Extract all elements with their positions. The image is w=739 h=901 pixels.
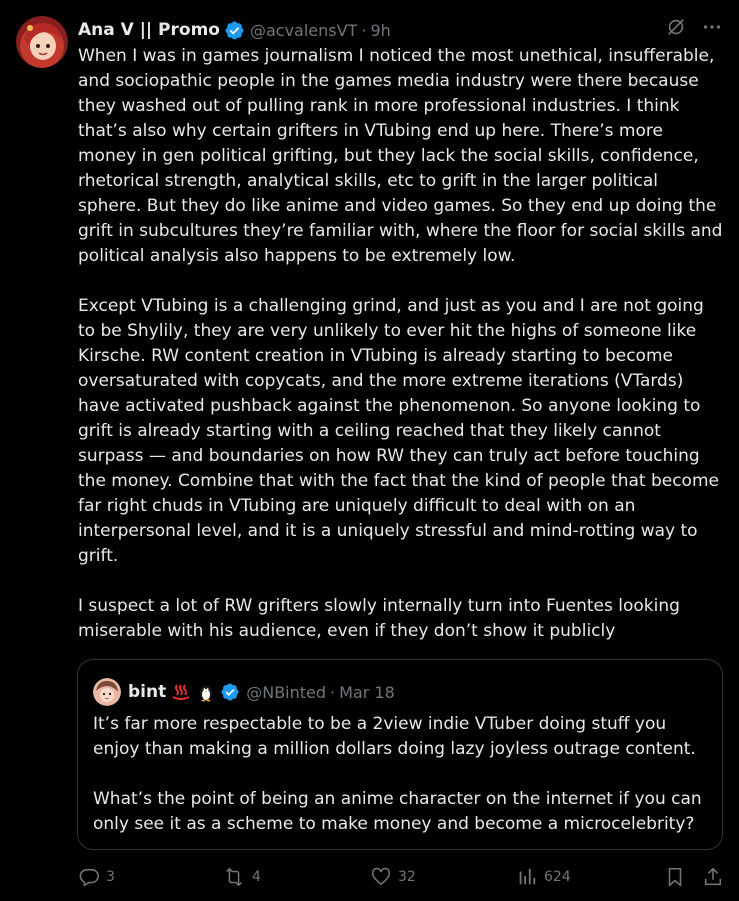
share-button[interactable] — [702, 866, 724, 888]
repost-icon — [222, 866, 246, 888]
repost-button[interactable] — [222, 866, 261, 888]
verified-badge-icon[interactable] — [224, 20, 245, 41]
tweet-header — [78, 18, 391, 42]
share-icon — [702, 866, 724, 888]
repost-count: 4 — [252, 869, 261, 885]
like-icon — [370, 866, 392, 888]
tweet-top-actions — [665, 16, 723, 38]
penguin-emoji-icon — [196, 682, 216, 702]
grok-icon[interactable] — [665, 16, 687, 38]
like-count: 32 — [398, 869, 416, 885]
quoted-author-display-name[interactable]: bint — [128, 682, 167, 702]
tweet-body — [78, 44, 726, 644]
quoted-tweet-paragraph: It’s far more respectable to be a 2view indie VTuber doing stuff you enjoy than making a million dollars doing lazy joyless outrage content. — [93, 714, 696, 759]
quoted-tweet-timestamp[interactable]: Mar 18 — [339, 682, 395, 702]
views-icon — [516, 866, 538, 888]
tweet-paragraph: Except VTubing is a challenging grind, and just as you and I are not going to be Shylily, they are very unlikely to ever hit the highs of someone like Kirsche. RW content creation in VTubing is already starting to become oversaturated with copycats, and the more extreme iterations (VTards) have activated pushback against the phenomenon. So anyone looking to grift is already starting with a ceiling reached that they likely cannot surpass — and boundaries on how RW they can truly act before touching the money. Combine that with the fact that the kind of people that become far right chuds in VTubing are uniquely difficult to deal with on an interpersonal level, and it is a uniquely stressful and mind-rotting way to grift. — [78, 296, 719, 566]
quoted-tweet-body — [93, 712, 713, 837]
reply-icon — [78, 866, 100, 888]
quoted-header-separator: · — [330, 682, 336, 702]
reply-button[interactable] — [78, 866, 115, 888]
tweet-timestamp[interactable]: 9h — [370, 20, 391, 40]
author-avatar[interactable] — [16, 16, 68, 68]
reply-count: 3 — [106, 869, 115, 885]
hot-springs-emoji-icon — [171, 682, 191, 702]
more-icon[interactable] — [701, 16, 723, 38]
header-separator: · — [361, 20, 367, 40]
quoted-author-handle[interactable]: @NBinted — [246, 682, 327, 702]
quoted-tweet-paragraph: What’s the point of being an anime character on the internet if you can only see it as a scheme to make money and become a microcelebrity? — [93, 789, 702, 834]
quoted-author-avatar[interactable] — [93, 678, 121, 706]
tweet-paragraph: I suspect a lot of RW grifters slowly internally turn into Fuentes looking miserable with his audience, even if they don’t show it publicly — [78, 596, 680, 641]
like-button[interactable] — [370, 866, 416, 888]
quoted-tweet-header — [93, 678, 395, 706]
verified-badge-icon[interactable] — [220, 682, 240, 702]
author-handle[interactable]: @acvalensVT — [249, 20, 358, 40]
bookmark-button[interactable] — [664, 866, 686, 888]
tweet-paragraph: When I was in games journalism I noticed the most unethical, insufferable, and sociopathic people in the games media industry were there because they washed out of pulling rank in more professional industries. I think that’s also why certain grifters in VTubing end up here. There’s more money in gen political grifting, but they lack the social skills, confidence, rhetorical strength, analytical skills, etc to grift in the larger political sphere. But they do like anime and video games. So they end up doing the grift in subcultures they’re familiar with, where the floor for social skills and political analysis also happens to be extremely low. — [78, 46, 723, 266]
view-count: 624 — [544, 869, 571, 885]
views-button[interactable] — [516, 866, 571, 888]
tweet-action-bar — [78, 866, 726, 892]
quoted-tweet[interactable] — [77, 659, 723, 850]
author-display-name[interactable]: Ana V || Promo — [78, 20, 220, 40]
bookmark-icon — [664, 866, 686, 888]
